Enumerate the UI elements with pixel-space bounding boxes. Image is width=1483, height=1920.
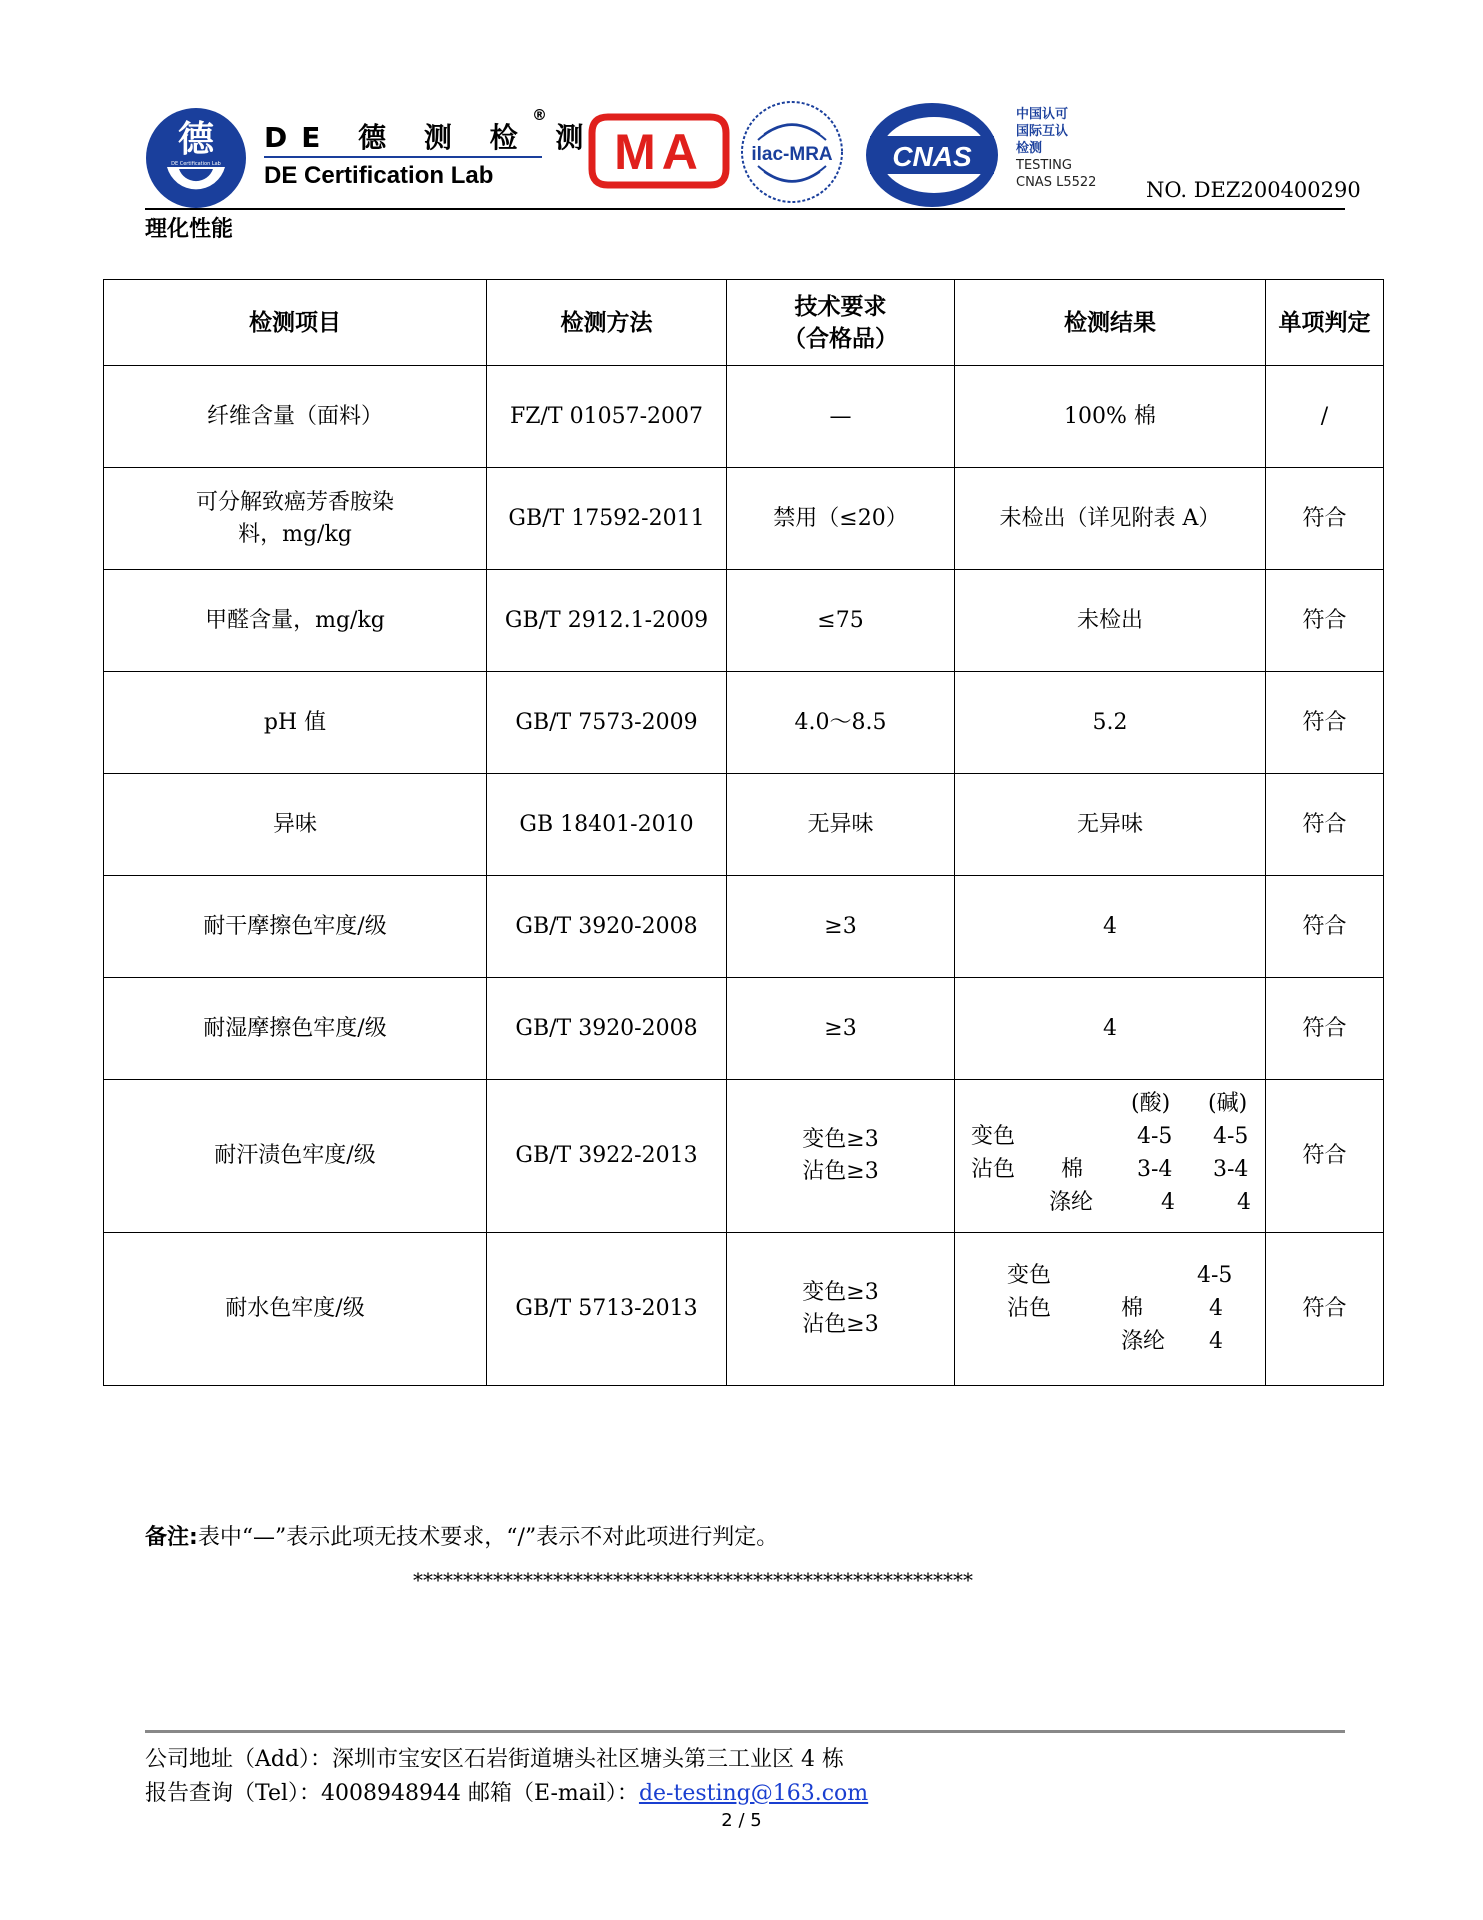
header-cell: 检测方法: [487, 280, 727, 366]
de-lab-logo-icon: [145, 107, 247, 209]
acid-label: (酸): [1131, 1091, 1171, 1116]
result-cell: 100% 棉: [955, 366, 1266, 468]
alkali-label: (碱): [1208, 1091, 1248, 1116]
judgement-cell: 符合: [1266, 774, 1384, 876]
change-label: 变色: [1007, 1263, 1052, 1288]
item-cell: 耐汗渍色牢度/级: [104, 1080, 487, 1233]
table-row: [104, 978, 1384, 1080]
logo-char: 德: [177, 119, 215, 160]
header-cell: 检测项目: [104, 280, 487, 366]
result-cell: 5.2: [955, 672, 1266, 774]
cotton-alkali-value: 3-4: [1213, 1157, 1249, 1182]
table-row: [104, 468, 1384, 570]
method-cell: GB/T 7573-2009: [487, 672, 727, 774]
poly-alkali-value: 4: [1237, 1190, 1251, 1215]
lab-name-underline: [264, 156, 542, 158]
item-cell: 异味: [104, 774, 487, 876]
result-cell: [955, 1080, 1266, 1233]
item-cell: 甲醛含量，mg/kg: [104, 570, 487, 672]
polyester-label: 涤纶: [1121, 1329, 1166, 1354]
result-cell: [955, 1233, 1266, 1386]
tel-text: 报告查询（Tel）：4008948944 邮箱（E-mail）：: [145, 1781, 639, 1806]
table-row: [104, 876, 1384, 978]
header-cell: 检测结果: [955, 280, 1266, 366]
result-cell: 未检出（详见附表 A）: [955, 468, 1266, 570]
requirement-cell: [727, 1080, 955, 1233]
header-cell: 技术要求 （合格品）: [727, 280, 955, 366]
change-alkali-value: 4-5: [1213, 1124, 1249, 1149]
contact-line: [145, 1776, 868, 1807]
item-cell: 耐水色牢度/级: [104, 1233, 487, 1386]
requirement-cell: 禁用（≤20）: [727, 468, 955, 570]
stain-label: 沾色: [971, 1157, 1016, 1182]
water-result-grid: [955, 1233, 1265, 1385]
method-cell: GB/T 3920-2008: [487, 876, 727, 978]
cma-text: MA: [614, 124, 704, 180]
judgement-cell: /: [1266, 366, 1384, 468]
requirement-cell: [727, 1233, 955, 1386]
judgement-cell: 符合: [1266, 1233, 1384, 1386]
poly-acid-value: 4: [1161, 1190, 1175, 1215]
cnas-testing: TESTING: [1016, 158, 1072, 173]
item-cell: 耐干摩擦色牢度/级: [104, 876, 487, 978]
method-cell: GB 18401-2010: [487, 774, 727, 876]
table-header-row: [104, 280, 1384, 366]
method-cell: GB/T 2912.1-2009: [487, 570, 727, 672]
method-cell: GB/T 3922-2013: [487, 1080, 727, 1233]
requirement-cell: ≤75: [727, 570, 955, 672]
change-value: 4-5: [1197, 1263, 1233, 1288]
requirement-cell: ≥3: [727, 978, 955, 1080]
cnas-text: CNAS: [892, 141, 972, 172]
cnas-caption: [1016, 106, 1096, 191]
end-of-table-stars: ********************************************************: [413, 1568, 973, 1592]
requirement-cell: ≥3: [727, 876, 955, 978]
method-cell: GB/T 17592-2011: [487, 468, 727, 570]
company-address: 公司地址（Add）：深圳市宝安区石岩街道塘头社区塘头第三工业区 4 栋: [145, 1747, 845, 1772]
method-cell: FZ/T 01057-2007: [487, 366, 727, 468]
email-link[interactable]: de-testing@163.com: [638, 1781, 869, 1806]
result-cell: 4: [955, 978, 1266, 1080]
table-row-sweat-fastness: [104, 1080, 1384, 1233]
cnas-line-3: 检测: [1016, 141, 1043, 156]
requirement-cell: 4.0～8.5: [727, 672, 955, 774]
item-cell: 纤维含量（面料）: [104, 366, 487, 468]
page-number: 2 / 5: [721, 1810, 762, 1831]
item-cell: 可分解致癌芳香胺染 料，mg/kg: [104, 468, 487, 570]
table-row: [104, 366, 1384, 468]
judgement-cell: 符合: [1266, 570, 1384, 672]
item-cell: pH 值: [104, 672, 487, 774]
sweat-result-grid: [955, 1080, 1265, 1232]
change-acid-value: 4-5: [1137, 1124, 1173, 1149]
requirement-cell: —: [727, 366, 955, 468]
method-cell: GB/T 3920-2008: [487, 978, 727, 1080]
result-cell: 无异味: [955, 774, 1266, 876]
test-results-table: [103, 279, 1384, 1386]
result-cell: 4: [955, 876, 1266, 978]
report-header: [0, 0, 1483, 240]
poly-value: 4: [1209, 1329, 1223, 1354]
requirement-cell: 无异味: [727, 774, 955, 876]
item-cell: 耐湿摩擦色牢度/级: [104, 978, 487, 1080]
ilac-mra-seal-icon: [740, 100, 845, 205]
judgement-cell: 符合: [1266, 978, 1384, 1080]
judgement-cell: 符合: [1266, 876, 1384, 978]
requirement-stain: 沾色≥3: [802, 1312, 879, 1337]
remark-note: [145, 1520, 778, 1551]
stain-label: 沾色: [1007, 1296, 1052, 1321]
table-row: [104, 672, 1384, 774]
requirement-change: 变色≥3: [802, 1127, 879, 1152]
report-number: NO. DEZ200400290: [1146, 178, 1361, 202]
table-row: [104, 570, 1384, 672]
lab-name-en: DE Certification Lab: [264, 162, 494, 189]
cotton-value: 4: [1209, 1296, 1223, 1321]
ilac-text: ilac-MRA: [751, 144, 833, 165]
header-cell: 单项判定: [1266, 280, 1384, 366]
judgement-cell: 符合: [1266, 672, 1384, 774]
remark-text: 表中“—”表示此项无技术要求，“/”表示不对此项进行判定。: [197, 1525, 779, 1550]
requirement-change: 变色≥3: [802, 1280, 879, 1305]
cotton-label: 棉: [1121, 1296, 1144, 1321]
remark-label: 备注:: [145, 1525, 198, 1550]
footer-divider: [145, 1730, 1345, 1733]
logo-small-text: DE Certification Lab: [171, 161, 221, 167]
registered-mark: ®: [532, 106, 547, 124]
cotton-acid-value: 3-4: [1137, 1157, 1173, 1182]
table-row: [104, 774, 1384, 876]
cnas-line-1: 中国认可: [1016, 107, 1069, 122]
cnas-number: CNAS L5522: [1016, 175, 1097, 190]
cnas-line-2: 国际互认: [1016, 124, 1069, 139]
polyester-label: 涤纶: [1049, 1190, 1094, 1215]
change-label: 变色: [971, 1124, 1016, 1149]
table-row-water-fastness: [104, 1233, 1384, 1386]
judgement-cell: 符合: [1266, 468, 1384, 570]
method-cell: GB/T 5713-2013: [487, 1233, 727, 1386]
cma-seal-icon: [588, 113, 730, 189]
cotton-label: 棉: [1061, 1157, 1084, 1182]
header-divider: [145, 208, 1345, 210]
judgement-cell: 符合: [1266, 1080, 1384, 1233]
section-title: 理化性能: [145, 217, 234, 242]
requirement-stain: 沾色≥3: [802, 1159, 879, 1184]
lab-name-cn: DE 德 测 检 测: [264, 121, 598, 154]
result-cell: 未检出: [955, 570, 1266, 672]
cnas-seal-icon: [862, 100, 1002, 210]
